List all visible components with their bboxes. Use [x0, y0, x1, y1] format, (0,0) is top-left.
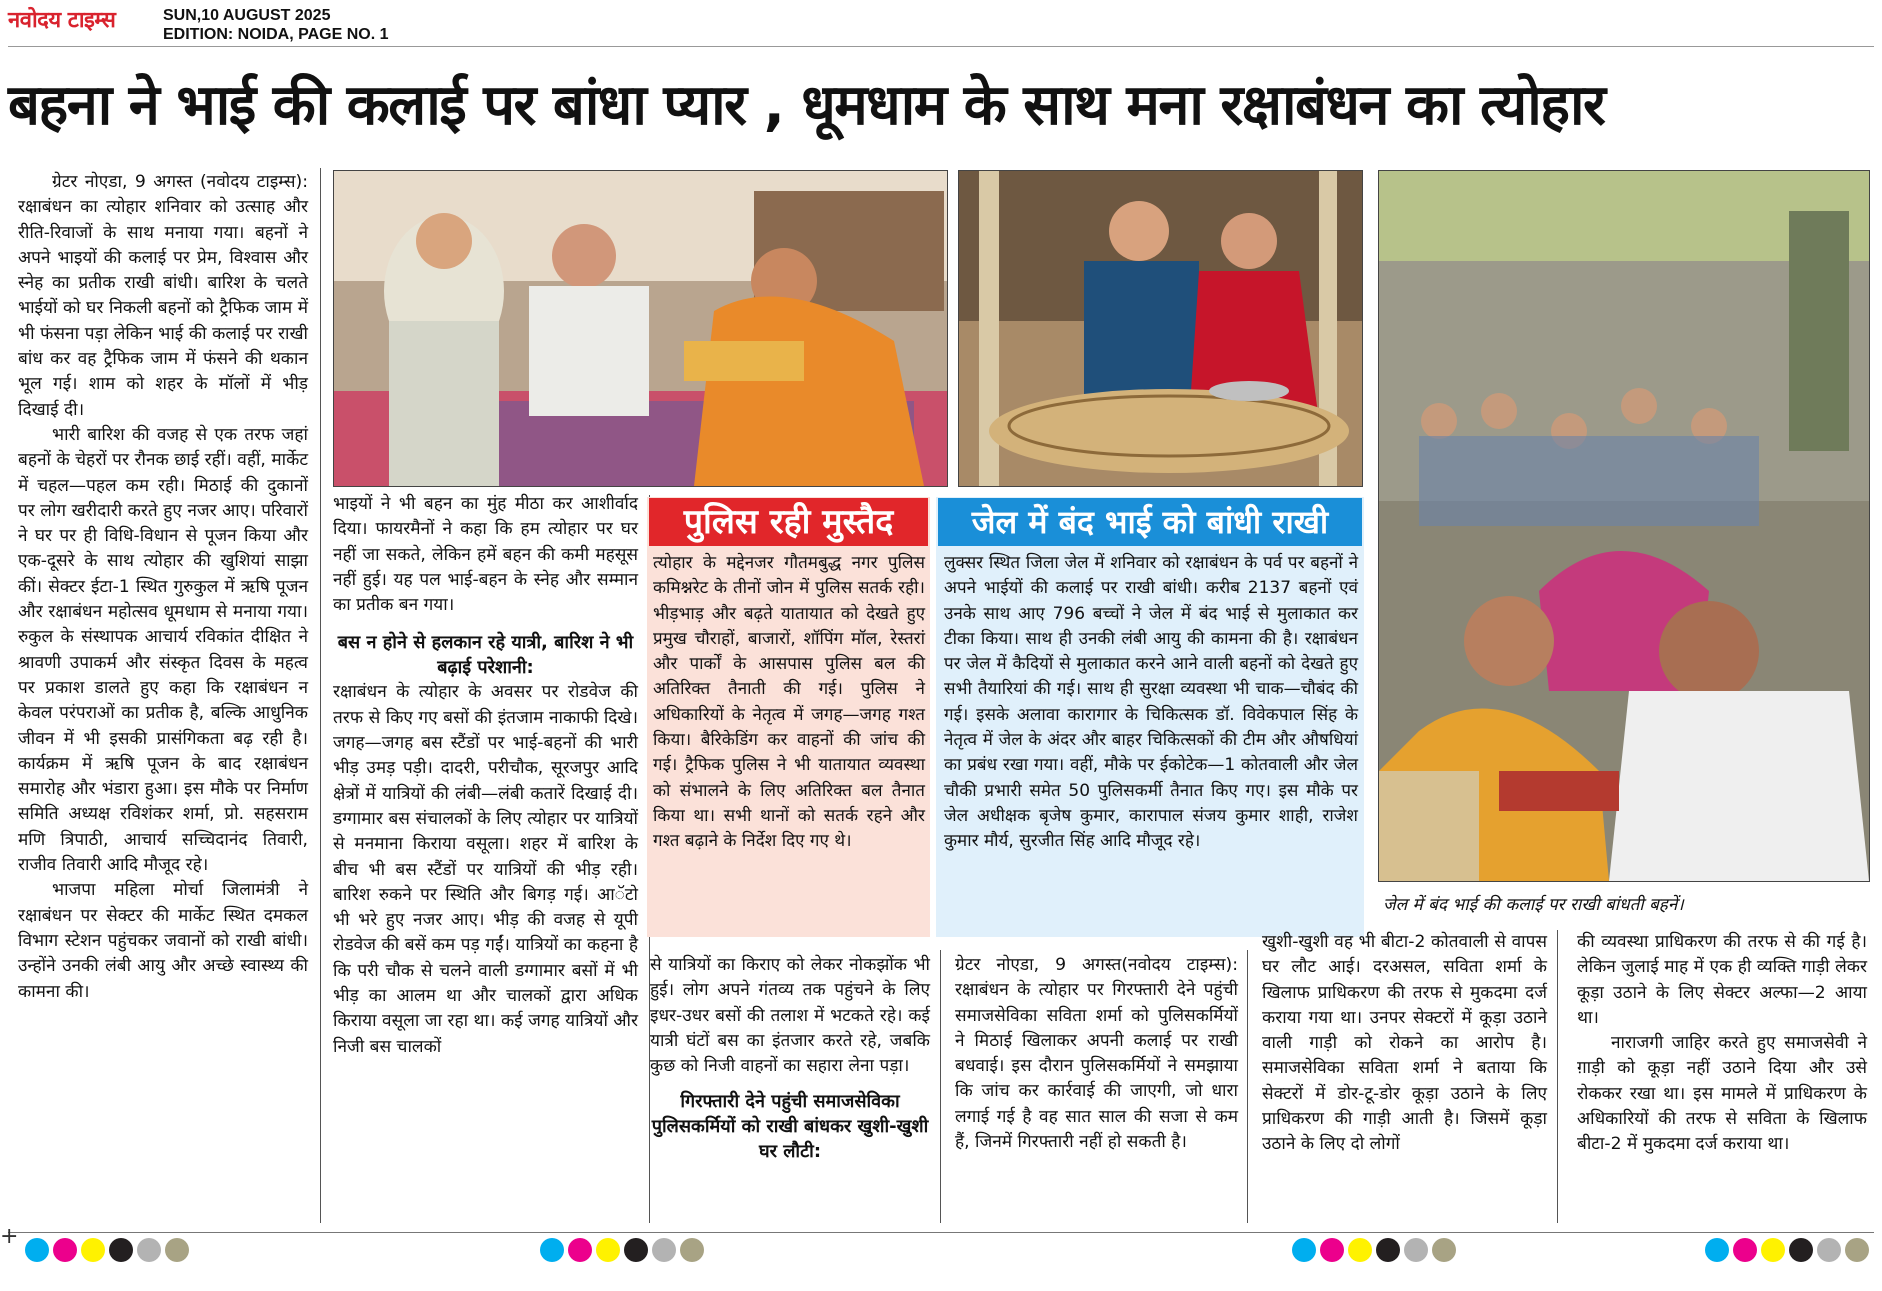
- registration-dot: [81, 1238, 105, 1262]
- registration-dot: [137, 1238, 161, 1262]
- registration-dot: [568, 1238, 592, 1262]
- article-column-4: [955, 953, 1238, 1155]
- registration-dot: [1761, 1238, 1785, 1262]
- paragraph: भाजपा महिला मोर्चा जिलामंत्री ने रक्षाबंधन पर सेक्टर की मार्केट स्थित दमकल विभाग स्टेशन पहुंचकर जवानों को राखी बांधी। उन्होंने उनकी लंबी आयु और अच्छे स्वास्थ्य की कामना की।: [18, 880, 308, 1002]
- police-box-heading: पुलिस रही मुस्तैद: [649, 498, 928, 546]
- photo-family-rakhi: [333, 170, 948, 487]
- police-box-body: [653, 551, 925, 855]
- subheading-bus: बस न होने से हलकान रहे यात्री, बारिश ने भी बढ़ाई परेशानी:: [337, 632, 634, 679]
- paragraph: रक्षाबंधन के त्योहार के अवसर पर रोडवेज की तरफ से किए गए बसों की इंतजाम नाकाफी दिखे। जगह—जगह बस स्टैंडों पर भाई-बहनों की भारी भीड़ उमड़ पड़ी। दादरी, परीचौक, सूरजपुर आदि क्षेत्रों में यात्रियों की लंबी—लंबी कतारें दिखाई दी। डग्गामार बस संचालकों के लिए त्योहार पर यात्रियों से मनमाना किराया वसूला। शहर में बारिश के बीच भी बस स्टैंडों पर यात्रियों की भीड़ रही। बारिश रुकने पर स्थिति और बिगड़ गई। आॅटो भी भरे हुए नजर आए। भीड़ की वजह से यूपी रोडवेज की बसें कम पड़ गईं। यात्रियों का कहना है कि परी चौक से चलने वाली डग्गामार बसों में भी भीड़ का आलम था और चालकों द्वारा अधिक किराया वसूला जा रहा था। कई जगह यात्रियों और निजी बस चालकों: [333, 682, 638, 1057]
- registration-dot: [1432, 1238, 1456, 1262]
- registration-dot: [652, 1238, 676, 1262]
- registration-dot: [1789, 1238, 1813, 1262]
- headline: बहना ने भाई की कलाई पर बांधा प्यार , धूमधाम के साथ मना रक्षाबंधन का त्योहार: [8, 73, 1605, 138]
- paragraph: भाइयों ने भी बहन का मुंह मीठा कर आशीर्वाद दिया। फायरमैनों ने कहा कि हम त्योहार पर घर नहीं जा सकते, लेकिन हमें बहन की कमी महसूस नहीं हुई। यह पल भाई-बहन के स्नेह और सम्मान का प्रतीक बन गया।: [333, 494, 638, 616]
- paragraph: नाराजगी जाहिर करते हुए समाजसेवी ने ग़ाड़ी को कूड़ा नहीं उठाने दिया और उसे रोककर रखा था। इस मामले में प्राधिकरण के अधिकारियों की तरफ से सविता के खिलाफ बीटा-2 में मुकदमा दर्ज कराया था।: [1577, 1033, 1867, 1155]
- masthead-logo: नवोदय टाइम्स: [8, 7, 116, 33]
- edition-meta: [163, 6, 389, 44]
- registration-dot: [540, 1238, 564, 1262]
- registration-dot: [680, 1238, 704, 1262]
- paragraph: ग्रेटर नोएडा, 9 अगस्त (नवोदय टाइम्स): रक्षाबंधन का त्योहार शनिवार को उत्साह और रीति-रिवाजों के साथ मनाया गया। बहनों ने अपने भाइयों की कलाई पर प्रेम, विश्वास और स्नेह का प्रतीक राखी बांधी। बारिश के चलते भाईयों को घर निकली बहनों को ट्रैफिक जाम में भी फंसना पड़ा लेकिन भाई की कलाई पर राखी बांध कर वह ट्रैफिक जाम में फंसने की थकान भूल गई। शाम को शहर के मॉलों में भीड़ दिखाई दी।: [18, 172, 308, 420]
- registration-dot: [109, 1238, 133, 1262]
- paragraph: लुक्सर स्थित जिला जेल में शनिवार को रक्षाबंधन के पर्व पर बहनों ने अपने भाईयों की कलाई पर राखी बांधी। करीब 2137 बहनों एवं उनके साथ आए 796 बच्चों ने जेल में बंद भाई से मुलाकात कर टीका किया। साथ ही उनकी लंबी आयु की कामना की है। रक्षाबंधन पर जेल में कैदियों से मुलाकात करने आने वाली बहनों को देखते हुए सभी तैयारियां की गई। साथ ही सुरक्षा व्यवस्था भी चाक—चौबंद की गई। इसके अलावा कारागार के चिकित्सक डॉ. विवेकपाल सिंह के नेतृत्व में जेल के अंदर और बाहर चिकित्सकों की टीम और औषधियां का प्रबंध रखा गया। वहीं, मौके पर ईकोटेक—1 कोतवाली और जेल चौकी प्रभारी समेत 50 पुलिसकर्मी तैनात किए गए। इस मौके पर जेल अधीक्षक बृजेष कुमार, कारापाल संजय कुमार शाही, राजेश कुमार मौर्य, सुरजीत सिंह आदि मौजूद रहे।: [944, 553, 1358, 852]
- registration-marks: [1292, 1238, 1456, 1262]
- jail-box-heading: जेल में बंद भाई को बांधी राखी: [938, 498, 1362, 546]
- paragraph: की व्यवस्था प्राधिकरण की तरफ से की गई है। लेकिन जुलाई माह में एक ही व्यक्ति गाड़ी लेकर कूड़ा उठाने के लिए सेक्टर अल्फा—2 आया था।: [1577, 932, 1867, 1028]
- registration-marks: [540, 1238, 704, 1262]
- registration-marks: [1705, 1238, 1869, 1262]
- registration-dot: [1845, 1238, 1869, 1262]
- column-divider: [940, 950, 941, 1223]
- photo-jail-rakhi: [1378, 170, 1870, 882]
- registration-dot: [1376, 1238, 1400, 1262]
- edition-page: EDITION: NOIDA, PAGE NO. 1: [163, 26, 389, 43]
- paragraph: से यात्रियों का किराए को लेकर नोकझोंक भी हुई। लोग अपने गंतव्य तक पहुंचने के लिए इधर-उधर बसों की तलाश में भटकते रहे। कई यात्री घंटों बस का इंतजार करते रहे, जबकि कुछ को निजी वाहनों का सहारा लेना पड़ा।: [650, 955, 930, 1077]
- registration-dot: [1733, 1238, 1757, 1262]
- column-divider: [1557, 930, 1558, 1223]
- paragraph: भारी बारिश की वजह से एक तरफ जहां बहनों के चेहरों पर रौनक छाई रहीं। वहीं, मार्केट में चहल—पहल कम रही। मिठाई की दुकानों पर लोग खरीदारी करते हुए नजर आए। परिवारों ने घर पर ही विधि-विधान से पूजन किया और एक-दूसरे के साथ त्योहार की खुशियां साझा कीं। सेक्टर ईटा-1 स्थित गुरुकुल में ऋषि पूजन और रक्षाबंधन महोत्सव धूमधाम से मनाया गया। रुकुल के संस्थापक आचार्य रविकांत दीक्षित ने श्रावणी उपाकर्म और संस्कृत दिवस के महत्व पर प्रकाश डालते हुए कहा कि रक्षाबंधन न केवल परंपराओं का प्रतीक है, बल्कि आधुनिक जीवन में भी इसकी प्रासंगिकता बढ़ रही है। कार्यक्रम में ऋषि पूजन के बाद रक्षाबंधन समारोह और भंडारा हुआ। इस मौके पर निर्माण समिति अध्यक्ष रविशंकर शर्मा, प्रो. सहसराम मणि त्रिपाठी, आचार्य सच्चिदानंद तिवारी, राजीव तिवारी आदि मौजूद रहे।: [18, 424, 308, 876]
- registration-dot: [596, 1238, 620, 1262]
- footer-rule: [8, 1232, 1874, 1233]
- registration-marks: [25, 1238, 189, 1262]
- article-column-5: [1262, 930, 1547, 1158]
- subheading-arrest: गिरफ्तारी देने पहुंची समाजसेविका पुलिसकर्मियों को राखी बांधकर खुशी-खुशी घर लौटी:: [651, 1091, 929, 1163]
- registration-dot: [1320, 1238, 1344, 1262]
- photo-doctor-rakhi: [958, 170, 1363, 487]
- registration-dot: [1705, 1238, 1729, 1262]
- registration-dot: [1817, 1238, 1841, 1262]
- edition-date: SUN,10 AUGUST 2025: [163, 7, 331, 24]
- column-divider: [320, 168, 321, 1223]
- photo-caption: जेल में बंद भाई की कलाई पर राखी बांधती बहनें।: [1383, 895, 1684, 915]
- article-column-3: [650, 953, 930, 1164]
- paragraph: खुशी-खुशी वह भी बीटा-2 कोतवाली से वापस घर लौट आई। दरअसल, सविता शर्मा के खिलाफ प्राधिकरण की तरफ से मुकदमा दर्ज कराया गया था। उनपर सेक्टरों में कूड़ा उठाने वाली गाड़ी को रोकने का आरोप है। समाजसेविका सविता शर्मा ने बताया कि सेक्टरों में डोर-टू-डोर कूड़ा उठाने के लिए प्राधिकरण की गाड़ी आती है। जिसमें कूड़ा उठाने के लिए दो लोगों: [1262, 932, 1547, 1155]
- registration-dot: [1292, 1238, 1316, 1262]
- registration-dot: [53, 1238, 77, 1262]
- paragraph: त्योहार के मद्देनजर गौतमबुद्ध नगर पुलिस कमिश्नरेट के तीनों जोन में पुलिस सतर्क रही। भीड़भाड़ और बढ़ते यातायात को देखते हुए प्रमुख चौराहों, बाजारों, शॉपिंग मॉल, रेस्तरां और पार्कों के आसपास पुलिस बल की अतिरिक्त तैनाती की गई। पुलिस ने अधिकारियों के नेतृत्व में जगह—जगह गश्त किया। बैरिकेडिंग कर वाहनों की जांच की गई। ट्रैफिक पुलिस ने भी यातायात व्यवस्था को संभालने के लिए अतिरिक्त बल तैनात किया था। सभी थानों को सतर्क रहने और गश्त बढ़ाने के निर्देश दिए गए थे।: [653, 553, 925, 852]
- article-column-6: [1577, 930, 1867, 1158]
- header-rule: [8, 46, 1874, 47]
- article-column-2: [333, 492, 638, 1060]
- registration-dot: [165, 1238, 189, 1262]
- column-divider: [1247, 950, 1248, 1223]
- crop-mark-icon: +: [0, 1224, 19, 1249]
- registration-dot: [25, 1238, 49, 1262]
- article-column-1: [18, 170, 308, 1005]
- paragraph: ग्रेटर नोएडा, 9 अगस्त(नवोदय टाइम्स): रक्षाबंधन के त्योहार पर गिरफ्तारी देने पहुंची समाजसेविका सविता शर्मा को पुलिसकर्मियों ने मिठाई खिलाकर अपनी कलाई पर राखी बधवाई। इस दौरान पुलिसकर्मियों ने समझाया कि जांच कर कार्रवाई की जाएगी, जो धारा लगाई गई है वह सात साल की सजा से कम हैं, जिनमें गिरफ्तारी नहीं हो सकती है।: [955, 955, 1238, 1153]
- jail-box-body: [944, 551, 1358, 855]
- registration-dot: [1404, 1238, 1428, 1262]
- registration-dot: [624, 1238, 648, 1262]
- registration-dot: [1348, 1238, 1372, 1262]
